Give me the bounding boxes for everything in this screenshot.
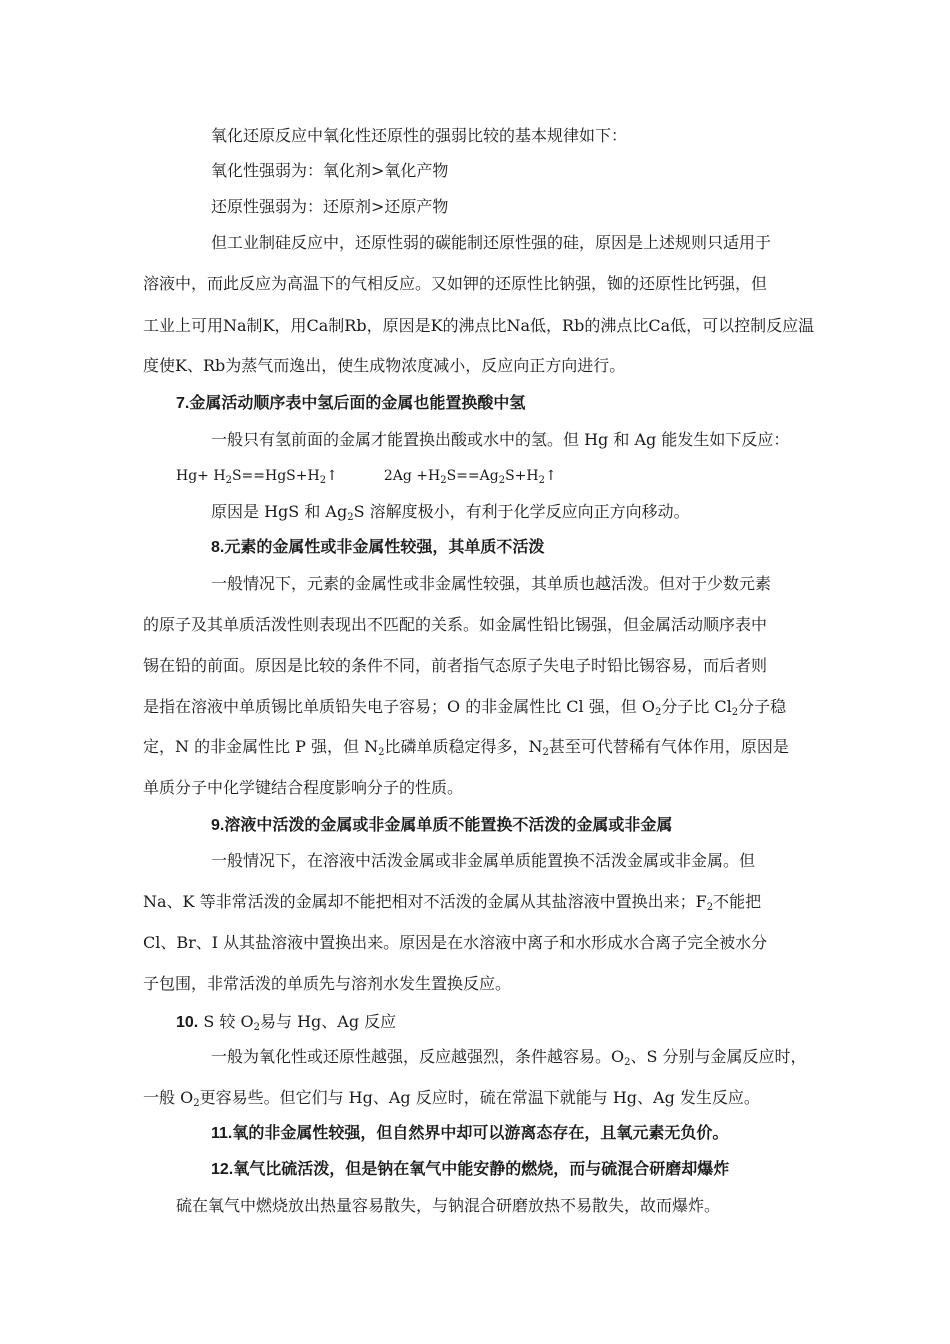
paragraph-line: 硫在氧气中燃烧放出热量容易散失，与钠混合研磨放热不易散失，故而爆炸。 [176,1196,721,1215]
paragraph-line: 单质分子中化学键结合程度影响分子的性质。 [143,778,464,797]
equation-hg: $Hg+ H_2S==HgS+H_2↑$ [176,468,338,486]
paragraph-line: 一般情况下，在溶液中活泼金属或非金属单质能置换不活泼金属或非金属。但 [211,851,756,870]
chemical-equations [176,466,557,486]
paragraph-line: 一般为氧化性或还原性越强，反应越强烈，条件越容易。$O_2$、S 分别与金属反应时， [211,1047,807,1068]
paragraph-line: Cl、Br、I 从其盐溶液中置换出来。原因是在水溶液中离子和水形成水合离子完全被水分 [143,933,768,952]
paragraph-line: 定，N 的非金属性比 P 强，但 $N_2$比磷单质稳定得多，$N_2$甚至可代替稀有气体作用，原因是 [143,737,789,758]
paragraph-line: 的原子及其单质活泼性则表现出不匹配的关系。如金属性铅比锡强，但金属活动顺序表中 [143,615,768,634]
paragraph-line: 原因是 HgS 和 $Ag_2S$ 溶解度极小，有利于化学反应向正方向移动。 [211,502,690,523]
paragraph-line: 锡在铅的前面。原因是比较的条件不同，前者指气态原子失电子时铅比锡容易，而后者则 [143,656,768,675]
paragraph-line: 一般情况下，元素的金属性或非金属性较强，其单质也越活泼。但对于少数元素 [211,574,772,593]
paragraph-line: 工业上可用Na制K，用Ca制Rb，原因是K的沸点比Na低，Rb的沸点比Ca低，可以控制反应温 [143,316,815,335]
section-heading-8: 8.元素的金属性或非金属性较强，其单质不活泼 [211,539,545,556]
paragraph-line: 还原性强弱为：还原剂>还原产物 [211,197,449,216]
section-heading-12: 12.氧气比硫活泼，但是钠在氧气中能安静的燃烧，而与硫混合研磨却爆炸 [211,1161,730,1178]
section-heading-10: 10. S 较 $O_2$易与 Hg、Ag 反应 [176,1012,397,1033]
paragraph-line: 是指在溶液中单质锡比单质铅失电子容易；O 的非金属性比 Cl 强，但 $O_2$分子比 $Cl_2$分子稳 [143,697,787,718]
paragraph-line: 度使K、Rb为蒸气而逸出，使生成物浓度减小，反应向正方向进行。 [143,356,626,375]
paragraph-line: Na、K 等非常活泼的金属却不能把相对不活泼的金属从其盐溶液中置换出来；$F_2$不能把 [143,892,762,913]
section-heading-7: 7.金属活动顺序表中氢后面的金属也能置换酸中氢 [176,395,526,412]
section-heading-9: 9.溶液中活泼的金属或非金属单质不能置换不活泼的金属或非金属 [211,817,673,834]
paragraph-line: 一般 $O_2$更容易些。但它们与 Hg、Ag 反应时，硫在常温下就能与 Hg、Ag 发生反应。 [143,1088,760,1109]
paragraph-line: 溶液中，而此反应为高温下的气相反应。又如钾的还原性比钠强，铷的还原性比钙强，但 [143,274,768,293]
equation-ag: $2Ag +H_2S==Ag_2S+H_2↑$ [383,468,557,486]
paragraph-line: 子包围，非常活泼的单质先与溶剂水发生置换反应。 [143,974,512,993]
paragraph-line: 氧化还原反应中氧化性还原性的强弱比较的基本规律如下： [211,126,628,145]
section-heading-11: 11.氧的非金属性较强，但自然界中却可以游离态存在，且氧元素无负价。 [211,1125,729,1142]
paragraph-line: 一般只有氢前面的金属才能置换出酸或水中的氢。但 Hg 和 Ag 能发生如下反应： [211,430,790,449]
paragraph-line: 氧化性强弱为：氧化剂>氧化产物 [211,161,449,180]
paragraph-line: 但工业制硅反应中，还原性弱的碳能制还原性强的硅，原因是上述规则只适用于 [211,233,772,252]
